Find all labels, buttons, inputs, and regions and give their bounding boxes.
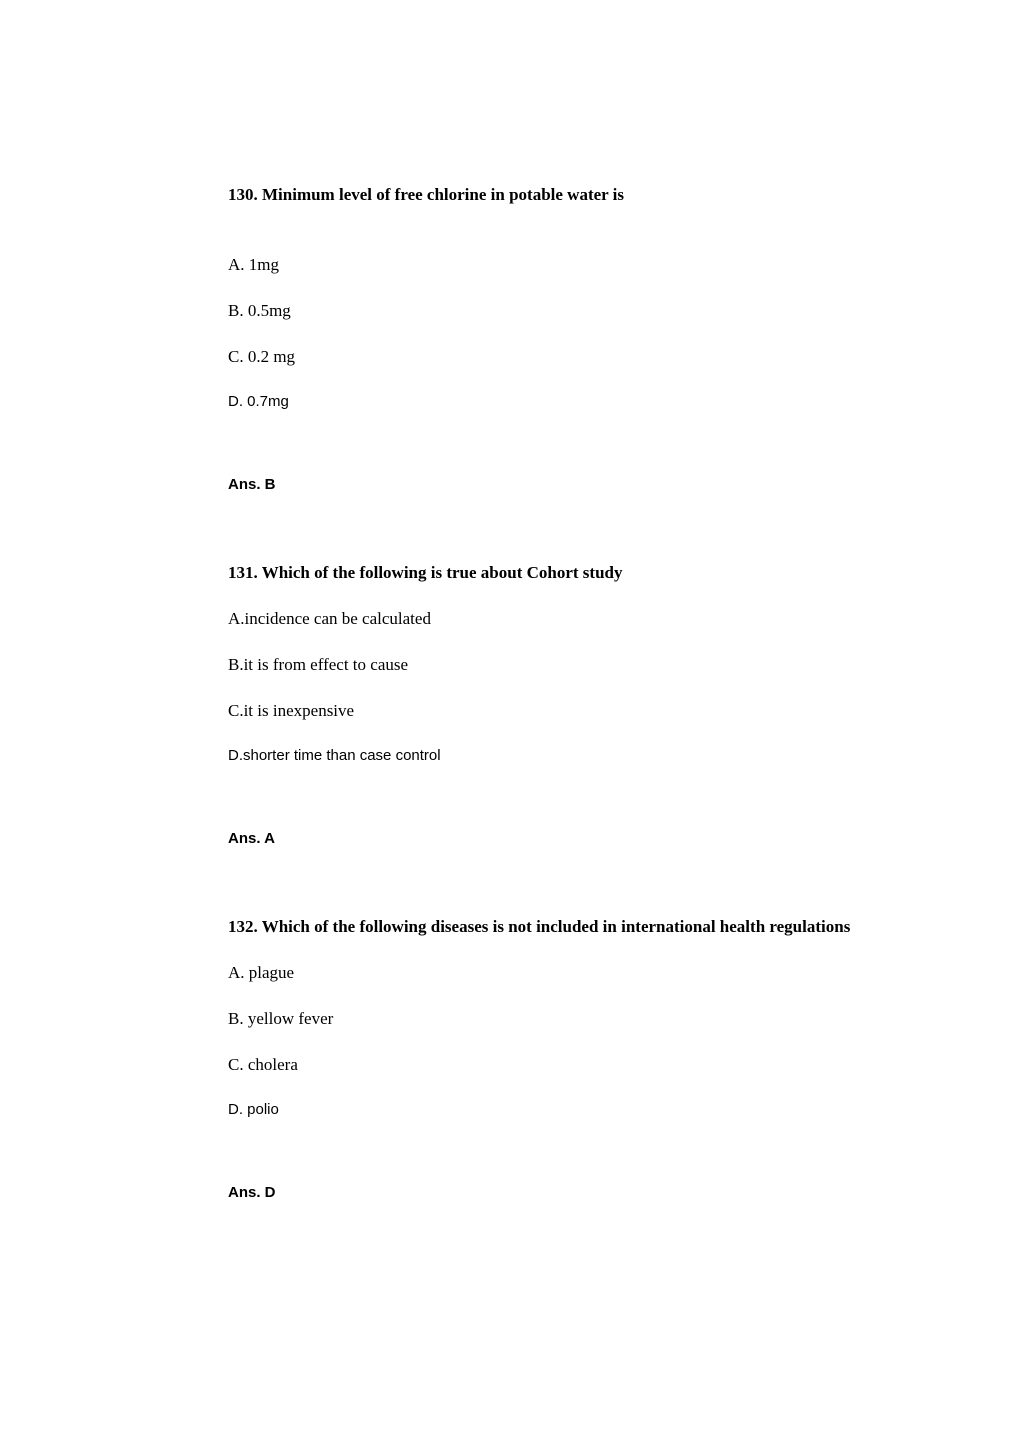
option-b: B. 0.5mg: [228, 301, 291, 320]
option-a: A. plague: [228, 963, 295, 982]
answer-text: Ans. B: [228, 476, 276, 493]
question-title: 130. Minimum level of free chlorine in potable water is: [228, 185, 624, 204]
question-block-131: [228, 561, 883, 849]
option-c: C. cholera: [228, 1055, 298, 1074]
option-d: D. 0.7mg: [228, 393, 289, 410]
answer-text: Ans. D: [228, 1184, 276, 1201]
option-b: B.it is from effect to cause: [228, 655, 409, 674]
option-a: A.incidence can be calculated: [228, 609, 431, 628]
option-a: A. 1mg: [228, 255, 279, 274]
question-title: 132. Which of the following diseases is not included in international health regulations: [228, 917, 851, 936]
option-d: D. polio: [228, 1101, 279, 1118]
question-title: 131. Which of the following is true about Cohort study: [228, 563, 623, 582]
option-b: B. yellow fever: [228, 1009, 334, 1028]
option-c: C. 0.2 mg: [228, 347, 296, 366]
question-block-132: [228, 915, 883, 1203]
option-d: D.shorter time than case control: [228, 747, 441, 764]
question-block-130: [228, 183, 883, 495]
option-c: C.it is inexpensive: [228, 701, 355, 720]
answer-text: Ans. A: [228, 830, 275, 847]
